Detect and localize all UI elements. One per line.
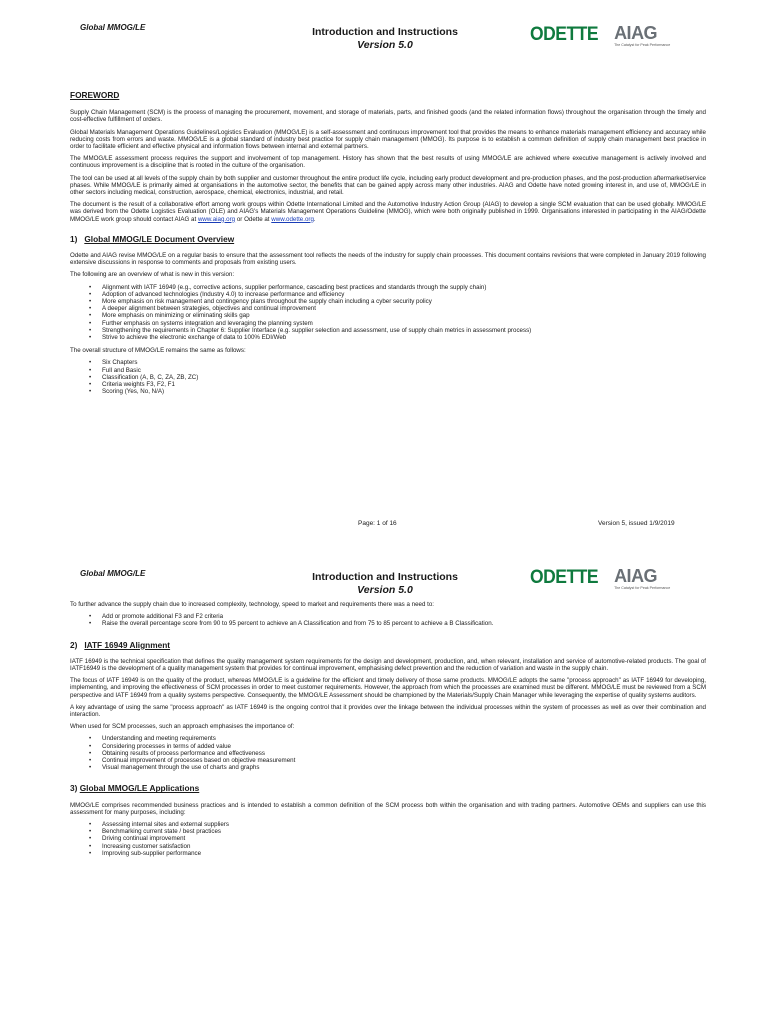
odette-link[interactable]: www.odette.org — [271, 215, 314, 223]
list-item: • Visual management through the use of charts and graphs — [102, 764, 706, 771]
foreword-title: FOREWORD — [70, 90, 120, 100]
list-item: • Increasing customer satisfaction — [102, 843, 706, 850]
odette-logo: ODETTE — [530, 567, 599, 588]
list-item: • Add or promote additional F3 and F2 criteria — [102, 613, 706, 620]
list-item: • More emphasis on minimizing or eliminating skills gap — [102, 312, 706, 319]
aiag-logo — [614, 24, 670, 47]
whats-new-list — [70, 284, 706, 342]
list-item: • Six Chapters — [102, 359, 706, 366]
header-logos — [530, 567, 670, 590]
list-item: • A deeper alignment between strategies, objectives and continual improvement — [102, 305, 706, 312]
list-item: • Strengthening the requirements in Chapter 6: Supplier Interface (e.g. supplier selection and assessment, use of supply chain metrics in assessment process) — [102, 327, 706, 334]
list-item: • Raise the overall percentage score from 90 to 95 percent to achieve an A Classification and from 75 to 85 percent to achieve a B Classification. — [102, 620, 706, 627]
section-2-heading: 2) IATF 16949 Alignment — [70, 639, 171, 650]
section-3-paragraph-1: MMOG/LE comprises recommended business practices and is intended to establish a common definition of the SCM process both within the organisation and with trading partners. Automotive OEMs and suppliers can use this assessment for many purposes, including: — [70, 801, 706, 816]
list-item: • Understanding and meeting requirements — [102, 735, 706, 742]
header-title-block — [270, 26, 500, 52]
section-1-paragraph-2: The following are an overview of what is new in this version: — [70, 271, 235, 279]
list-item: • Driving continual improvement — [102, 835, 706, 842]
page2-intro: To further advance the supply chain due to increased complexity, technology, speed to market and requirements there was a need to: — [70, 601, 435, 608]
section-2-paragraph-3: A key advantage of using the same "process approach" as IATF 16949 is the ongoing control that it provides over the linkage between the individual processes within the system of processes as well as over their combination and interaction. — [70, 703, 706, 719]
list-item: • Scoring (Yes, No, N/A) — [102, 388, 706, 395]
list-item: • Obtaining results of process performance and effectiveness — [102, 750, 706, 757]
applications-list — [70, 821, 706, 857]
list-item: • Considering processes in terms of added value — [102, 743, 706, 750]
aiag-logo-tagline: The Catalyst for Peak Performance — [614, 43, 671, 47]
section-1-paragraph-3: The overall structure of MMOG/LE remains the same as follows: — [70, 347, 246, 355]
list-item: • Criteria weights F3, F2, F1 — [102, 381, 706, 388]
intro-list — [70, 613, 706, 627]
page2-content — [70, 601, 706, 863]
document-page-2 — [0, 545, 768, 1024]
header-title: Introduction and Instructions — [312, 26, 458, 38]
list-item: • Continual improvement of processes based on objective measurement — [102, 757, 706, 764]
foreword-paragraph-5: The document is the result of a collaborative effort among work groups within Odette International Limited and the Automotive Industry Action Group (AIAG) to develop a single SCM evaluation that can be used globally. MMOG/LE was derived from the Odette Logistics Evaluation (OLE) and AIAG's Materials Management Operations Guideline (MMOG), which were both originally published in 1999. Organisations interested in participating in the AIAG/Odette MMOG/LE work group should contact AIAG at www.aiag.org or Odette at www.odette.org. — [70, 201, 706, 223]
aiag-logo-word: AIAG — [614, 23, 658, 43]
header-version: Version 5.0 — [357, 584, 413, 596]
section-2-paragraph-1: IATF 16949 is the technical specification that defines the quality management system requirements for the design and development, production, and, when relevant, installation and service of automotive-related products. The goal of IATF16949 is the development of a quality management system that provides for continual improvement, emphasising defect prevention and the reduction of variation and waste in the supply chain. — [70, 657, 706, 673]
process-approach-list — [70, 735, 706, 771]
list-item: • Benchmarking current state / best practices — [102, 828, 706, 835]
foreword-paragraph-1: Supply Chain Management (SCM) is the process of managing the procurement, movement, and storage of materials, parts, and finished goods (and the related information flows) throughout the organisation through the timely and cost-effective fulfillment of orders. — [70, 109, 706, 124]
footer-page-number: Page: 1 of 16 — [358, 520, 397, 527]
page1-content — [70, 92, 706, 402]
header-doc-name: Global MMOG/LE — [80, 23, 146, 32]
section-2-paragraph-2: The focus of IATF 16949 is on the quality of the product, whereas MMOG/LE is a guideline for the efficient and timely delivery of those same products. MMOG/LE adopts the same "process approach" as IATF 16949 for developing, implementing, and improving the effectiveness of SCM processes in order to meet customer requirements. However, the approach from which the processes are examined must be different. MMOG/LE must be reviewed from a SCM perspective and IATF 16949 from a quality systems perspective. Consequently, the MMOG/LE Assessment should be championed by the Materials/Supply Chain Manager while leveraging the expertise of quality systems auditors. — [70, 677, 706, 699]
list-item: • Full and Basic — [102, 367, 706, 374]
list-item: • Adoption of advanced technologies (Industry 4.0) to increase performance and efficiency — [102, 291, 706, 298]
odette-logo: ODETTE — [530, 24, 599, 45]
foreword-paragraph-4: The tool can be used at all levels of the supply chain by both supplier and customer throughout the entire product life cycle, including early product development and pre-production phases, and the post-production aftermarket/service phases. While MMOG/LE is primarily aimed at organisations in the automotive sector, the benefits that can be gained apply across many other industries. AIAG and Odette have noted growing interest in, and use of, MMOG/LE in other sectors including medical, construction, aerospace, chemical, electronics, industrial, and retail. — [70, 174, 706, 197]
list-item: • Assessing internal sites and external suppliers — [102, 821, 706, 828]
aiag-logo-tagline: The Catalyst for Peak Performance — [614, 586, 671, 590]
list-item: • Further emphasis on systems integration and leveraging the planning system — [102, 320, 706, 327]
foreword-paragraph-3: The MMOG/LE assessment process requires the support and involvement of top management. History has shown that the best results of using MMOG/LE are achieved where executive management is actively involved and continuous improvement is a discipline that is rooted in the culture of the organisation. — [70, 155, 706, 170]
header-version: Version 5.0 — [357, 39, 413, 51]
list-item: • Improving sub-supplier performance — [102, 850, 706, 857]
aiag-logo — [614, 567, 670, 590]
list-item: • Alignment with IATF 16949 (e.g., corrective actions, supplier performance, cascading best practices and standards through the supply chain) — [102, 284, 706, 291]
section-1-paragraph-1: Odette and AIAG revise MMOG/LE on a regular basis to ensure that the assessment tool reflects the needs of the industry for supply chain processes. This document contains revisions that were completed in January 2019 following extensive discussions in response to comments and proposals from existing users. — [70, 252, 706, 267]
list-item: • Classification (A, B, C, ZA, ZB, ZC) — [102, 374, 706, 381]
header-title-block — [270, 571, 500, 597]
footer-version: Version 5, issued 1/9/2019 — [598, 520, 675, 527]
section-1-heading: 1) Global MMOG/LE Document Overview — [70, 233, 235, 244]
section-2-paragraph-4: When used for SCM processes, such an approach emphasises the importance of: — [70, 723, 295, 731]
aiag-link[interactable]: www.aiag.org — [197, 215, 236, 223]
header-doc-name: Global MMOG/LE — [80, 569, 146, 578]
aiag-logo-word: AIAG — [614, 566, 658, 586]
header-title: Introduction and Instructions — [312, 571, 458, 583]
list-item: • More emphasis on risk management and contingency plans throughout the supply chain including a cyber security policy — [102, 298, 706, 305]
structure-list — [70, 359, 706, 395]
foreword-paragraph-2: Global Materials Management Operations Guidelines/Logistics Evaluation (MMOG/LE) is a self-assessment and continuous improvement tool that provides the means to enhance materials management efficiency and accuracy while reducing costs from errors and waste. MMOG/LE is a global standard of industry best practice for supply chain management (MMOG). Its purpose is to establish a common definition of supply chain management best practice in order to facilitate efficient and effective physical and information flows between internal and external partners. — [70, 128, 706, 151]
section-3-heading: 3) Global MMOG/LE Applications — [70, 783, 200, 794]
header-logos — [530, 24, 670, 47]
list-item: • Strive to achieve the electronic exchange of data to 100% EDI/Web — [102, 334, 706, 341]
